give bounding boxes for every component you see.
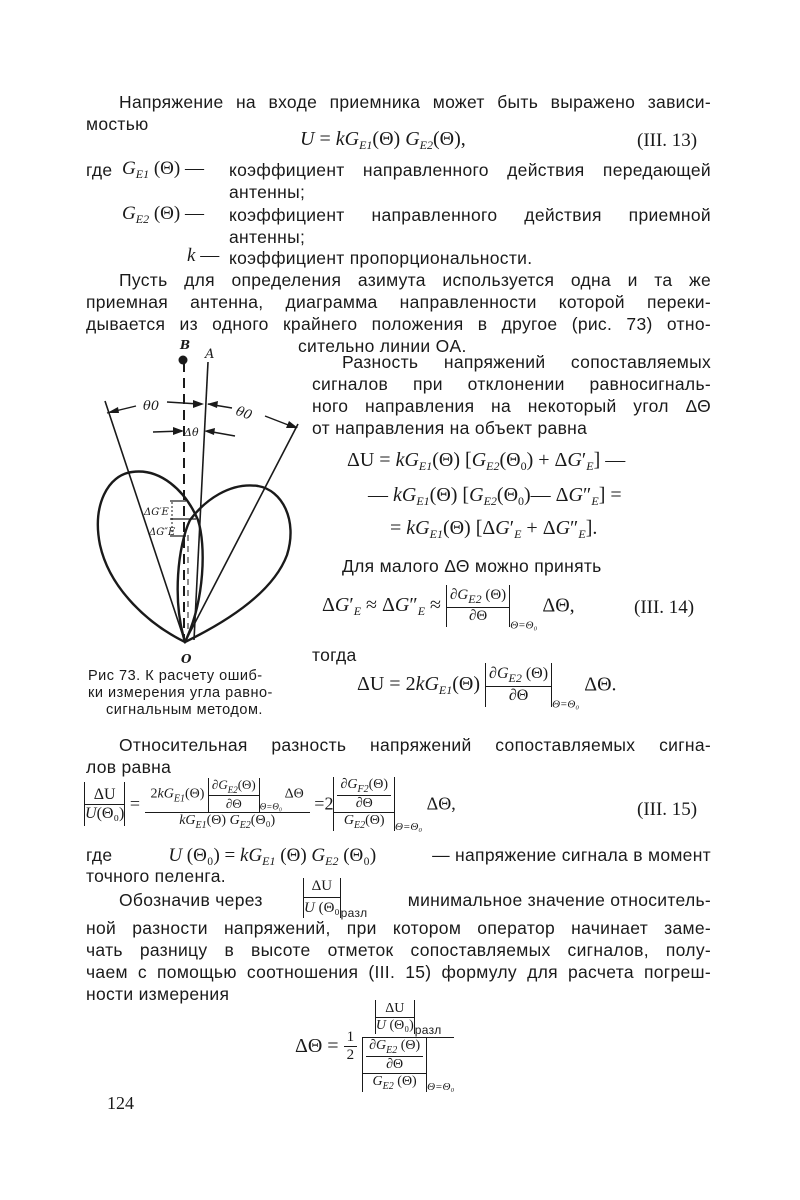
equation-iii-13: $U = kG_{E1}(\Theta)$ $G_{E2}(\Theta)$, (300, 128, 466, 152)
def-ge1-line-1: коэффициент направленного действия передающей (229, 160, 711, 180)
figure-73-diagram (80, 330, 310, 670)
equation-delta-u-line-2: — $kG_{E1}(\Theta)$ [$G_{E2}(\Theta_0)—$ $\Delta G''_E$] = (368, 484, 622, 508)
def-ge2-line-2: антенны; (229, 227, 306, 247)
then-label: тогда (312, 645, 357, 665)
left-lobe-pattern (98, 472, 203, 642)
paragraph-7-lead: Обозначив через (119, 889, 263, 910)
where-label: где (86, 160, 113, 180)
where-label-2: где (86, 845, 113, 865)
equation-number-iii-15: (III. 15) (637, 799, 698, 820)
arrow-head-icon (193, 400, 204, 408)
paragraph-5-line-1: Относительная разность напряжений сопоставляемых сигна- (119, 735, 711, 755)
def-k-line-1: коэффициент пропорциональности. (229, 248, 533, 268)
def-symbol-ge1: $G_{E1}$ (Θ) — (122, 158, 204, 181)
left-lobe-axis (105, 401, 185, 642)
paragraph-6-tail: — напряжение сигнала в момент (432, 845, 711, 865)
paragraph-3-line-1: Разность напряжений сопоставляемых (342, 352, 711, 372)
arrow-head-icon (207, 401, 218, 408)
paragraph-1-line-1: Напряжение на входе приемника может быть выражено зависи- (119, 92, 711, 112)
arrow-head-icon (173, 427, 184, 435)
paragraph-7-line-3: чать разницу в высоте отметок сопоставляемых сигналов, полу- (86, 940, 711, 960)
paragraph-6-line-2: точного пеленга. (86, 866, 226, 886)
paragraph-2-line-4: сительно линии OA. (298, 336, 467, 356)
arrow-head-icon (204, 428, 215, 435)
relative-diff-notation: $\frac{\Delta U}{\text{U (Θ₀}}$ $_{разл}$ (304, 878, 368, 920)
paragraph-3-line-3: ного направления на некоторый угол ΔΘ (312, 396, 711, 416)
paragraph-7-line-5: ности измерения (86, 984, 230, 1004)
paragraph-2-line-1: Пусть для определения азимута используется одна и та же (119, 270, 711, 290)
paragraph-7-line-4: чаем с помощью соотношения (III. 15) формулу для расчета погреш- (86, 962, 711, 982)
label-dg-dprime: ΔG″E (149, 527, 176, 538)
page-number: 124 (107, 1093, 134, 1113)
u-theta0-formula: U $(\Theta_0) = kG_{E1}$ (Θ) $G_{E2}$ (Θ₀) (168, 845, 377, 868)
def-symbol-ge2: $G_{E2}$ (Θ) — (122, 203, 204, 226)
paragraph-2-line-3: дывается из одного крайнего положения в другое (рис. 73) отно- (86, 314, 711, 334)
equation-error-final: ΔΘ = $\frac{1}{2}$ $\frac{\Delta U}{\text{U (Θ₀)}}$ разл $\frac{\frac{\partial G_{E2} (\Theta)}{\partial\Theta}}{G_{E2} (\Theta)}$ $_{\Theta=\Theta_0}$ (295, 1000, 455, 1094)
paragraph-1-line-2: мостью (86, 114, 149, 134)
paragraph-3-line-4: от направления на объект равна (312, 418, 588, 438)
label-theta0-right: θ0 (233, 404, 254, 424)
def-ge1-line-2: антенны; (229, 182, 306, 202)
label-b: B (180, 338, 191, 352)
paragraph-5-line-2: лов равна (86, 757, 172, 777)
equation-delta-u-line-1: $\Delta U = kG_{E1}(\Theta) [G_{E2}(\Theta_0) + \Delta G'_E]$ — (347, 449, 626, 473)
paragraph-2-line-2: приемная антенна, диаграмма направленности которой переки- (86, 292, 711, 312)
paragraph-7-line-2: ной разности напряжений, при котором оператор начинает заме- (86, 918, 711, 938)
def-symbol-k: k — (187, 245, 220, 266)
equation-delta-u-result: $\Delta U = 2kG_{E1}(\Theta)$ $\frac{\partial G_{E2} (\Theta)}{\partial\Theta}$ $_{\Theta=\Theta_0}$ ΔΘ. (357, 665, 617, 711)
equation-iii-15: $\frac{\Delta U}{\text{U(Θ₀)}}$ = $2kG_{E1}(\Theta)$ $\frac{\partial G_{E2}(\Theta)}{\partial\Theta}$ $_{\Theta=\Theta_0}$ ΔΘ $kG_{E1}(\Theta)$ $G_{E2}(\Theta_0)$ =2 $\frac{\frac{\partial G_{F2}(\Theta)}{\partial\Theta}}{G_{E2}(\Theta)}$ $_{\Theta=\Theta_0}$ ΔΘ, (85, 777, 456, 834)
label-a: A (205, 347, 215, 362)
paragraph-4: Для малого ΔΘ можно принять (342, 556, 602, 576)
label-delta-theta: Δθ (184, 426, 199, 439)
paragraph-7-tail: минимальное значение относитель- (407, 889, 711, 910)
figure-caption-line-2: ки измерения угла равно- (88, 685, 273, 701)
label-theta0-left: θ0 (143, 399, 160, 414)
equation-iii-14: $\Delta G'_E \approx \Delta G''_E$ ≈ $\frac{\partial G_{E2} (\Theta)}{\partial\Theta}$ $_{\Theta=\Theta_0}$ ΔΘ, (322, 587, 575, 632)
figure-caption-line-1: Рис 73. К расчету ошиб- (88, 668, 263, 684)
label-dg-prime: ΔG′E (144, 507, 169, 518)
paragraph-7-line-1 (119, 878, 711, 922)
equation-number-iii-13: (III. 13) (637, 130, 698, 151)
figure-caption-line-3: сигнальным методом. (106, 702, 263, 718)
label-o: O (181, 652, 192, 666)
paragraph-3-line-2: сигналов при отклонении равносигналь- (312, 374, 711, 394)
target-point-b (179, 356, 188, 365)
arrow-head-icon (286, 421, 298, 428)
equation-number-iii-14: (III. 14) (634, 597, 695, 618)
def-ge2-line-1: коэффициент направленного действия приемной (229, 205, 711, 225)
equation-delta-u-line-3: = $kG_{E1}(\Theta) [\Delta G'_E + \Delta G''_E]$. (390, 517, 598, 541)
